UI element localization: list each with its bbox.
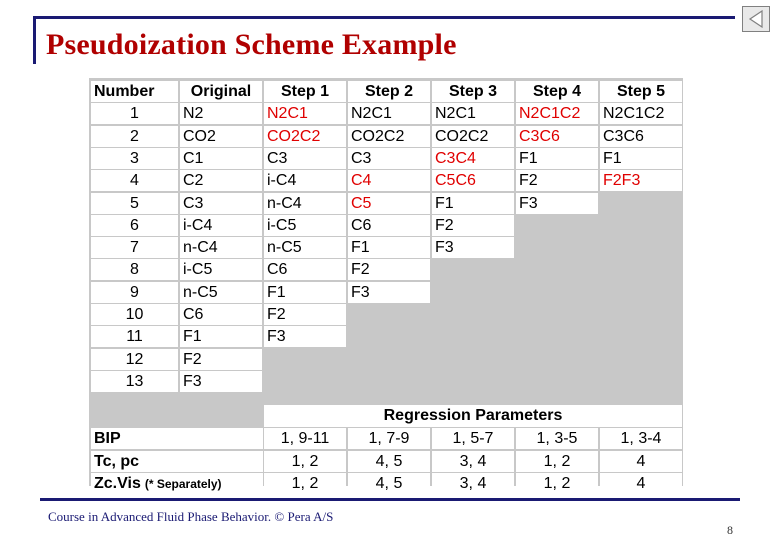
table-cell: C6 bbox=[348, 215, 430, 236]
row-number: 4 bbox=[91, 170, 178, 191]
table-cell: i-C5 bbox=[180, 259, 262, 280]
parameter-value: 4 bbox=[600, 473, 682, 494]
parameter-name: Tc, pc bbox=[94, 452, 140, 470]
title-rule-top bbox=[33, 16, 735, 19]
pseudoization-table bbox=[89, 78, 683, 492]
parameter-value: 1, 3-4 bbox=[600, 428, 682, 449]
table-cell: F3 bbox=[432, 237, 514, 258]
table-cell: N2C1 bbox=[348, 103, 430, 124]
table-cell: F2 bbox=[264, 304, 346, 325]
row-number: 10 bbox=[91, 304, 178, 325]
table-cell: n-C5 bbox=[264, 237, 346, 258]
table-cell: C5 bbox=[348, 193, 430, 214]
parameter-value: 1, 2 bbox=[264, 473, 346, 494]
table-cell: n-C4 bbox=[180, 237, 262, 258]
table-cell: C4 bbox=[348, 170, 430, 191]
row-number: 7 bbox=[91, 237, 178, 258]
parameter-value: 4, 5 bbox=[348, 473, 430, 494]
table-cell: F1 bbox=[348, 237, 430, 258]
table-cell: n-C5 bbox=[180, 282, 262, 303]
table-cell: F1 bbox=[180, 326, 262, 347]
table-cell: CO2 bbox=[180, 126, 262, 147]
table-cell: F1 bbox=[600, 148, 682, 169]
table-cell: N2C1C2 bbox=[600, 103, 682, 124]
column-header: Original bbox=[180, 81, 262, 102]
column-header: Number bbox=[91, 81, 178, 102]
parameter-label bbox=[91, 451, 263, 472]
table-cell: C1 bbox=[180, 148, 262, 169]
title-rule-left bbox=[33, 16, 36, 64]
table-cell: CO2C2 bbox=[264, 126, 346, 147]
table-cell: C3 bbox=[348, 148, 430, 169]
row-number: 6 bbox=[91, 215, 178, 236]
table-cell: C3C6 bbox=[600, 126, 682, 147]
parameter-value: 1, 9-11 bbox=[264, 428, 346, 449]
table-cell: C6 bbox=[264, 259, 346, 280]
parameter-name: BIP bbox=[94, 430, 121, 448]
column-header: Step 5 bbox=[600, 81, 682, 102]
parameter-name: Zc.Vis bbox=[94, 474, 141, 492]
slide-title: Pseudoization Scheme Example bbox=[46, 28, 457, 61]
return-arrow-icon bbox=[743, 7, 769, 31]
table-cell: CO2C2 bbox=[432, 126, 514, 147]
regression-parameters-header: Regression Parameters bbox=[264, 405, 682, 427]
parameter-value: 4, 5 bbox=[348, 451, 430, 472]
table-cell: C2 bbox=[180, 170, 262, 191]
table-cell: N2C1 bbox=[432, 103, 514, 124]
table-cell: F3 bbox=[516, 193, 598, 214]
table-cell: C5C6 bbox=[432, 170, 514, 191]
table-cell: F3 bbox=[348, 282, 430, 303]
table-cell: F3 bbox=[180, 371, 262, 392]
table-cell: N2 bbox=[180, 103, 262, 124]
row-number: 5 bbox=[91, 193, 178, 214]
table-cell: i-C5 bbox=[264, 215, 346, 236]
parameter-value: 1, 5-7 bbox=[432, 428, 514, 449]
table-cell: F2 bbox=[180, 349, 262, 370]
table-cell: F2 bbox=[516, 170, 598, 191]
column-header: Step 1 bbox=[264, 81, 346, 102]
table-cell: C3 bbox=[264, 148, 346, 169]
table-cell: F3 bbox=[264, 326, 346, 347]
parameter-value: 1, 3-5 bbox=[516, 428, 598, 449]
table-cell: F1 bbox=[516, 148, 598, 169]
table-cell: F1 bbox=[264, 282, 346, 303]
table-cell: F2F3 bbox=[600, 170, 682, 191]
column-header: Step 4 bbox=[516, 81, 598, 102]
parameter-value: 4 bbox=[600, 451, 682, 472]
row-number: 9 bbox=[91, 282, 178, 303]
footer-rule bbox=[40, 498, 740, 501]
parameter-value: 1, 2 bbox=[516, 451, 598, 472]
parameter-value: 1, 2 bbox=[264, 451, 346, 472]
table-cell: C3C6 bbox=[516, 126, 598, 147]
column-header: Step 2 bbox=[348, 81, 430, 102]
table-cell: F1 bbox=[432, 193, 514, 214]
column-header: Step 3 bbox=[432, 81, 514, 102]
row-number: 3 bbox=[91, 148, 178, 169]
return-button[interactable] bbox=[742, 6, 770, 32]
row-number: 12 bbox=[91, 349, 178, 370]
table-cell: F2 bbox=[348, 259, 430, 280]
row-number: 11 bbox=[91, 326, 178, 347]
table-cell: CO2C2 bbox=[348, 126, 430, 147]
parameter-label bbox=[91, 428, 263, 449]
page-number: 8 bbox=[727, 523, 733, 537]
parameter-value: 3, 4 bbox=[432, 451, 514, 472]
parameter-label bbox=[91, 473, 263, 494]
row-number: 2 bbox=[91, 126, 178, 147]
row-number: 1 bbox=[91, 103, 178, 124]
table-cell: i-C4 bbox=[180, 215, 262, 236]
table-cell: C3C4 bbox=[432, 148, 514, 169]
table-cell: C6 bbox=[180, 304, 262, 325]
table-cell: C3 bbox=[180, 193, 262, 214]
row-number: 13 bbox=[91, 371, 178, 392]
parameter-note: (* Separately) bbox=[144, 476, 222, 491]
table-cell: F2 bbox=[432, 215, 514, 236]
parameter-value: 3, 4 bbox=[432, 473, 514, 494]
row-number: 8 bbox=[91, 259, 178, 280]
table-cell: i-C4 bbox=[264, 170, 346, 191]
parameter-value: 1, 2 bbox=[516, 473, 598, 494]
parameter-value: 1, 7-9 bbox=[348, 428, 430, 449]
table-cell: N2C1 bbox=[264, 103, 346, 124]
table-cell: n-C4 bbox=[264, 193, 346, 214]
table-cell: N2C1C2 bbox=[516, 103, 598, 124]
footer-text: Course in Advanced Fluid Phase Behavior. © Pera A/S bbox=[48, 509, 334, 524]
